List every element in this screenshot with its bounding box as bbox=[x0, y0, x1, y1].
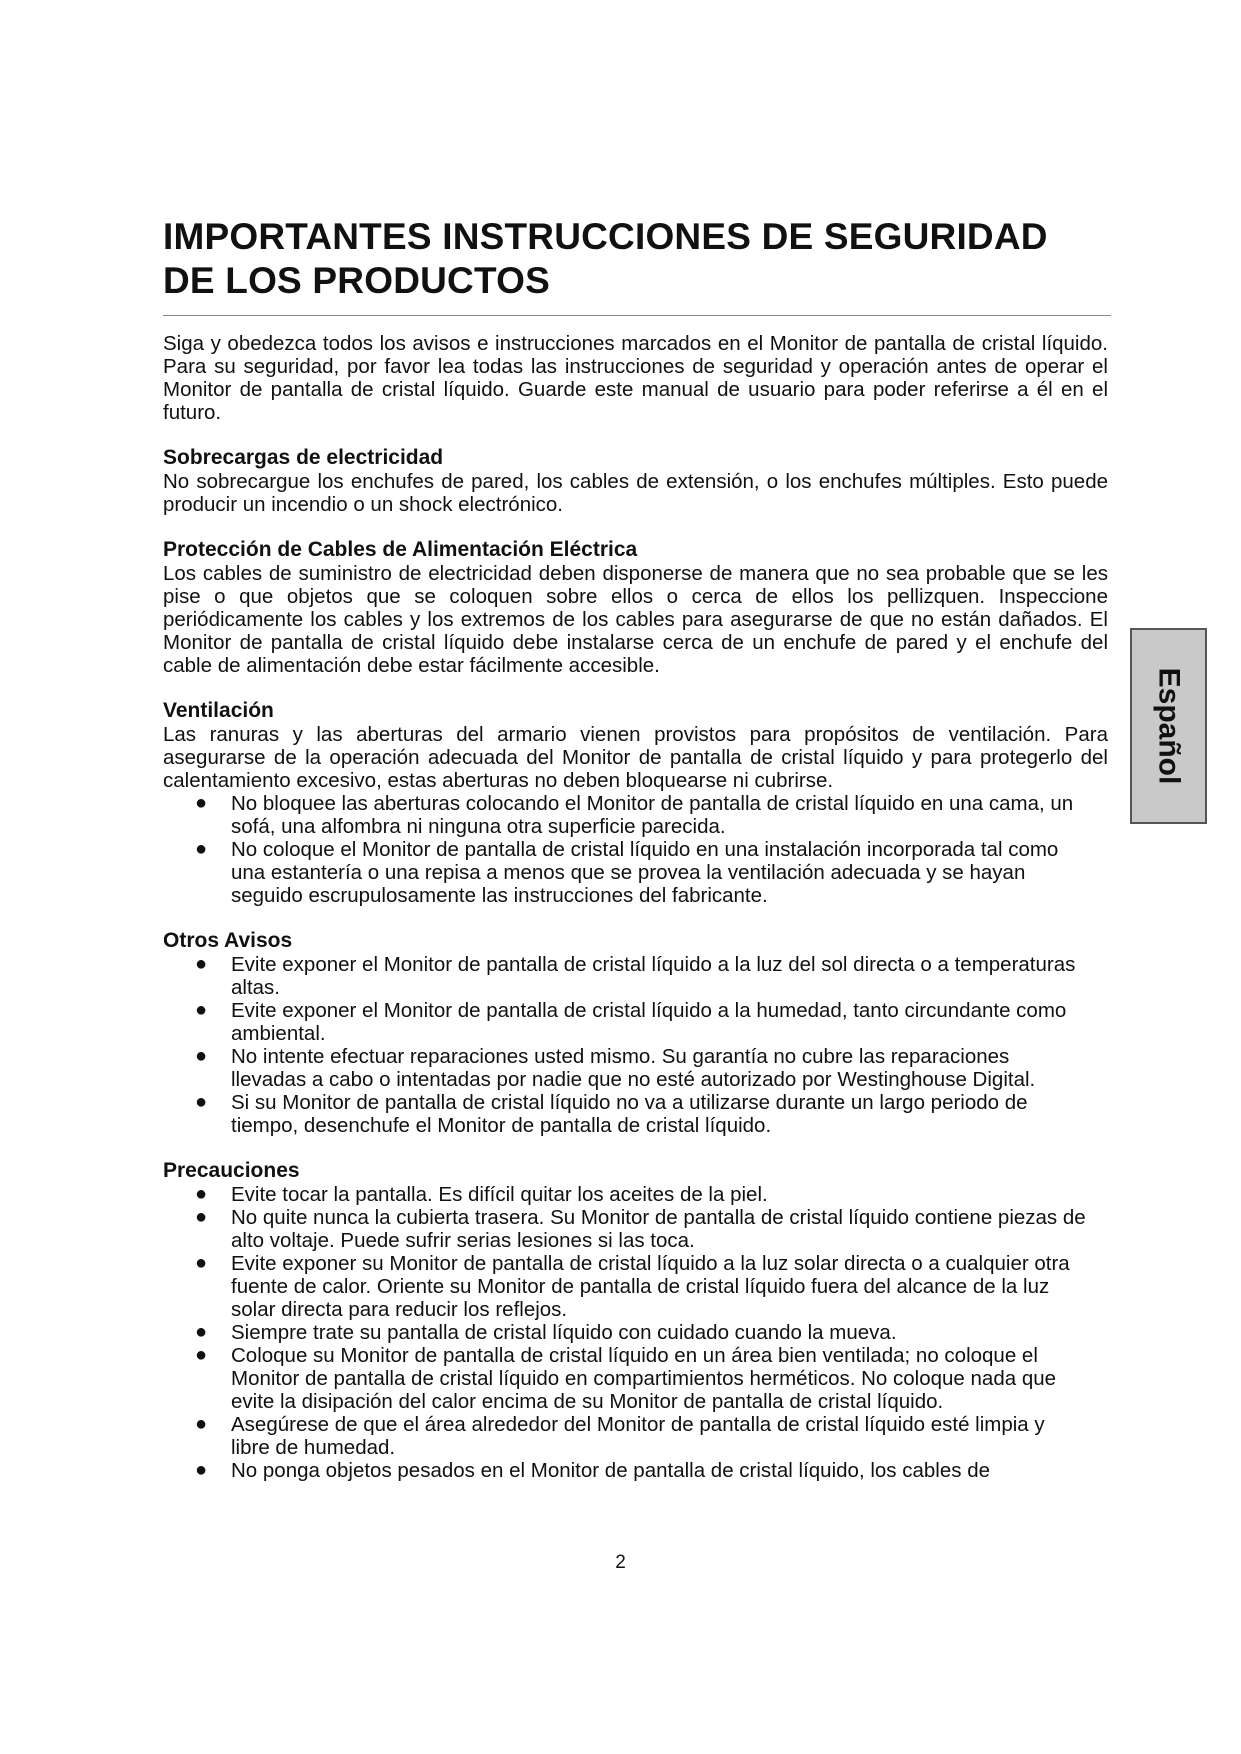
section-text-cables: Los cables de suministro de electricidad deben disponerse de manera que no sea probable que se les pise o que objetos que se coloquen sobre ellos o cerca de ellos los pellizquen. Inspeccione periódicamente los cables y los extremos de los cables para asegurarse de que no están dañados. El Monitor de pantalla de cristal líquido debe instalarse cerca de un enchufe de pared y el enchufe del cable de alimentación debe estar fácilmente accesible. bbox=[163, 562, 1108, 677]
list-item-text: Coloque su Monitor de pantalla de cristal líquido en un área bien ventilada; no coloque el Monitor de pantalla de cristal líquido en compartimientos herméticos. No coloque nada que evite la disipación del calor encima de su Monitor de pantalla de cristal líquido. bbox=[231, 1344, 1057, 1413]
list-item bbox=[195, 1206, 1108, 1252]
section-heading-overload: Sobrecargas de electricidad bbox=[163, 446, 444, 469]
section-overload bbox=[163, 446, 1108, 516]
list-item bbox=[195, 953, 1108, 999]
section-heading-cables: Protección de Cables de Alimentación Eléctrica bbox=[163, 538, 638, 561]
list-item-text: No bloquee las aberturas colocando el Monitor de pantalla de cristal líquido en una cama, un sofá, una alfombra ni ninguna otra superficie parecida. bbox=[231, 792, 1074, 838]
section-ventilation bbox=[163, 699, 1108, 907]
list-item bbox=[195, 1344, 1108, 1413]
section-heading-other-warnings: Otros Avisos bbox=[163, 929, 293, 952]
bullet-icon: ● bbox=[195, 1206, 208, 1228]
list-item bbox=[195, 1091, 1108, 1137]
list-item-text: Evite exponer el Monitor de pantalla de cristal líquido a la humedad, tanto circundante como ambiental. bbox=[231, 999, 1067, 1045]
bullet-icon: ● bbox=[195, 953, 208, 975]
list-item bbox=[195, 1045, 1108, 1091]
bullet-icon: ● bbox=[195, 1413, 208, 1435]
bullet-icon: ● bbox=[195, 1183, 208, 1205]
bullet-icon: ● bbox=[195, 1344, 208, 1366]
list-item-text: No coloque el Monitor de pantalla de cristal líquido en una instalación incorporada tal como una estantería o una repisa a menos que se provea la ventilación adecuada y se hayan seguido escrupulosamente las instrucciones del fabricante. bbox=[231, 838, 1059, 907]
bullet-icon: ● bbox=[195, 999, 208, 1021]
list-item bbox=[195, 792, 1108, 838]
list-item bbox=[195, 999, 1108, 1045]
section-heading-ventilation: Ventilación bbox=[163, 699, 274, 722]
list-item bbox=[195, 838, 1108, 907]
list-item bbox=[195, 1413, 1108, 1459]
precautions-bullet-list bbox=[163, 1183, 1108, 1482]
ventilation-bullet-list bbox=[163, 792, 1108, 907]
bullet-icon: ● bbox=[195, 792, 208, 814]
intro-paragraph: Siga y obedezca todos los avisos e instrucciones marcados en el Monitor de pantalla de cristal líquido. Para su seguridad, por favor lea todas las instrucciones de seguridad y operación antes de operar el Monitor de pantalla de cristal líquido. Guarde este manual de usuario para poder referirse a él en el futuro. bbox=[163, 332, 1108, 424]
page-title bbox=[163, 215, 1108, 303]
language-side-tab-label: Español bbox=[1152, 667, 1186, 785]
list-item-text: No intente efectuar reparaciones usted mismo. Su garantía no cubre las reparaciones llevadas a cabo o intentadas por nadie que no esté autorizado por Westinghouse Digital. bbox=[231, 1045, 1036, 1091]
list-item bbox=[195, 1321, 1108, 1344]
section-text-ventilation: Las ranuras y las aberturas del armario vienen provistos para propósitos de ventilación. Para asegurarse de la operación adecuada del Monitor de pantalla de cristal líquido y para protegerlo del calentamiento excesivo, estas aberturas no deben bloquearse ni cubrirse. bbox=[163, 723, 1108, 792]
list-item-text: Si su Monitor de pantalla de cristal líquido no va a utilizarse durante un largo periodo de tiempo, desenchufe el Monitor de pantalla de cristal líquido. bbox=[231, 1091, 1028, 1137]
page-title-line-2: DE LOS PRODUCTOS bbox=[163, 260, 550, 301]
list-item-text: Evite exponer su Monitor de pantalla de cristal líquido a la luz solar directa o a cualquier otra fuente de calor. Oriente su Monitor de pantalla de cristal líquido fuera del alcance de la luz solar directa para reducir los reflejos. bbox=[231, 1252, 1070, 1321]
list-item-text: Evite exponer el Monitor de pantalla de cristal líquido a la luz del sol directa o a temperaturas altas. bbox=[231, 953, 1076, 999]
page-number: 2 bbox=[615, 1552, 626, 1573]
list-item-text: Asegúrese de que el área alrededor del Monitor de pantalla de cristal líquido esté limpia y libre de humedad. bbox=[231, 1413, 1045, 1459]
section-precautions bbox=[163, 1159, 1108, 1482]
bullet-icon: ● bbox=[195, 1091, 208, 1113]
list-item bbox=[195, 1459, 1108, 1482]
bullet-icon: ● bbox=[195, 1045, 208, 1067]
bullet-icon: ● bbox=[195, 1252, 208, 1274]
list-item-text: Siempre trate su pantalla de cristal líquido con cuidado cuando la mueva. bbox=[231, 1321, 897, 1344]
title-divider bbox=[163, 315, 1111, 316]
section-text-overload: No sobrecargue los enchufes de pared, los cables de extensión, o los enchufes múltiples. Esto puede producir un incendio o un shock electrónico. bbox=[163, 470, 1108, 516]
bullet-icon: ● bbox=[195, 1321, 208, 1343]
bullet-icon: ● bbox=[195, 1459, 208, 1481]
manual-page bbox=[163, 215, 1108, 1482]
language-side-tab bbox=[1130, 628, 1207, 824]
list-item bbox=[195, 1183, 1108, 1206]
other-warnings-bullet-list bbox=[163, 953, 1108, 1137]
page-title-line-1: IMPORTANTES INSTRUCCIONES DE SEGURIDAD bbox=[163, 216, 1048, 257]
list-item-text: No ponga objetos pesados en el Monitor de pantalla de cristal líquido, los cables de bbox=[231, 1459, 990, 1482]
section-cables bbox=[163, 538, 1108, 677]
list-item-text: No quite nunca la cubierta trasera. Su Monitor de pantalla de cristal líquido contiene piezas de alto voltaje. Puede sufrir serias lesiones si las toca. bbox=[231, 1206, 1086, 1252]
list-item-text: Evite tocar la pantalla. Es difícil quitar los aceites de la piel. bbox=[231, 1183, 768, 1206]
section-heading-precautions: Precauciones bbox=[163, 1159, 300, 1182]
list-item bbox=[195, 1252, 1108, 1321]
section-other-warnings bbox=[163, 929, 1108, 1137]
bullet-icon: ● bbox=[195, 838, 208, 860]
